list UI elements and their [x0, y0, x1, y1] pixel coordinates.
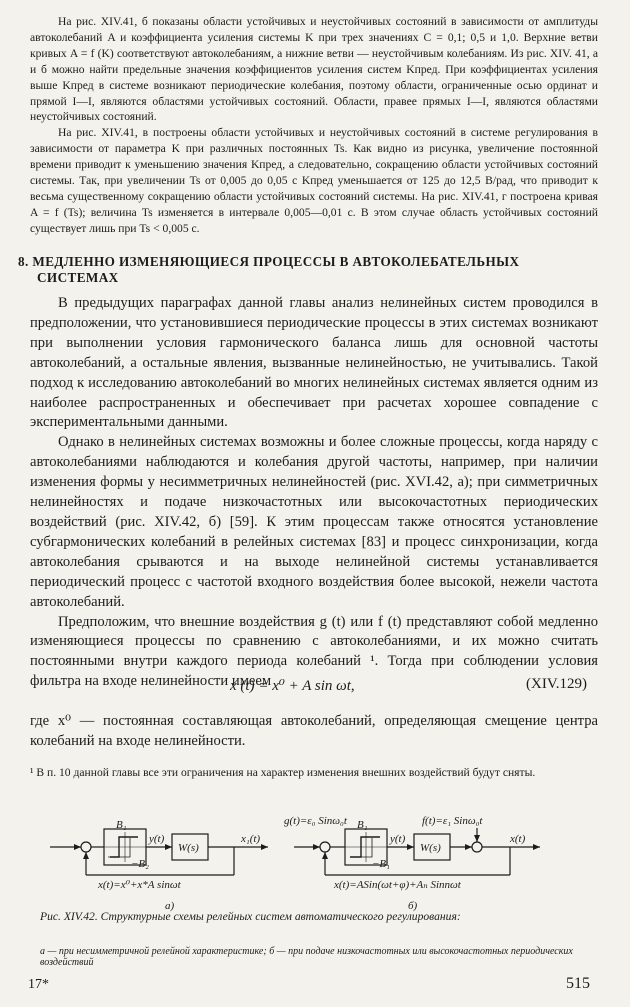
signal-label: y(t) — [390, 833, 406, 845]
subfigure-label: б) — [408, 900, 418, 912]
relay-lower-level: −B₁ — [372, 858, 390, 870]
body-text-block — [30, 294, 598, 692]
relay-lower-level: −B₂ — [131, 858, 149, 870]
feedback-signal: x(t)=x⁰+x*A sinωt — [98, 879, 181, 891]
figure-caption: Рис. XIV.42. Структурные схемы релейных систем автоматического регулирования: — [40, 910, 461, 923]
transfer-function: W(s) — [178, 842, 199, 854]
formula: x (t) = x⁰ + A sin ωt, — [230, 678, 355, 694]
feedback-signal: x(t)=ASin(ωt+φ)+Aₙ Sinnωt — [334, 879, 461, 891]
page-number: 515 — [566, 975, 590, 992]
section-heading-line: 8. МЕДЛЕННО ИЗМЕНЯЮЩИЕСЯ ПРОЦЕССЫ В АВТОКОЛЕБАТЕЛЬНЫХ — [18, 254, 520, 269]
paragraph: Однако в нелинейных системах возможны и более сложные процессы, когда наряду с автоколебаниями наблюдаются и колебания другой частоты, например, при наличии изменения формы у несимметричных нелинейностей (рис. XVI.42, а); при симметричных нелинейностях и подаче низкочастотных или высокочастотных периодических воздействий (рис. XIV.42, б) [59]. К этим процессам также относятся установление субгармонических колебаний в релейных системах [83] и процесс синхронизации, когда автоколебания срываются и на выходе нелинейной системы устанавливается периодический процесс с частотой входного воздействия более высокой, нежели частота автоколебаний. — [30, 434, 598, 610]
disturbance-signal: f(t)=ε₁ Sinω₀t — [422, 815, 483, 827]
paragraph: Предположим, что внешние воздействия g (t) или f (t) представляют собой медленно изменяющиеся процессы по сравнению с автоколебаниями, и их можно считать постоянными внутри каждого периода колебаний ¹. Тогда при соблюдении условия фильтра на входе нелинейности имеем — [30, 613, 598, 690]
paragraph: На рис. XIV.41, в построены области устойчивых и неустойчивых состояний в системе регулирования в зависимости от параметра K при различных постоянных Ts. Как видно из рисунка, увеличение постоянной времени приводит к уменьшению значения Kпред, а следовательно, сокращению области устойчивых состояний системы. Так, при увеличении Ts от 0,005 до 0,05 с Kпред уменьшается от 125 до 12,5 В/рад, что приводит к весьма существенному сокращению области устойчивых состояний системы. На рис. XIV.41, г построена кривая A = f (Ts); величина Ts изменяется в интервале 0,005—0,01 с. В этом случае область устойчивых состояний существует лишь при Ts < 0,005 с. — [30, 126, 598, 235]
signature-mark: 17* — [28, 977, 49, 992]
signal-label: x(t) — [510, 833, 526, 845]
paragraph-after-formula: где x⁰ — постоянная составляющая автоколебаний, определяющая смещение центра колебаний на входе нелинейности. — [30, 713, 598, 749]
relay-upper-level: B₁ — [357, 819, 368, 831]
signal-label: y(t) — [149, 833, 165, 845]
section-heading — [18, 254, 558, 286]
section-heading-line: СИСТЕМАХ — [37, 270, 119, 285]
subfigure-label: а) — [165, 900, 175, 912]
intro-text-block — [30, 14, 598, 237]
formula-number: (XIV.129) — [526, 676, 587, 692]
transfer-function: W(s) — [420, 842, 441, 854]
figure-legend: а — при несимметричной релейной характеристике; б — при подаче низкочастотных или высокочастотных периодических воздействий — [40, 946, 573, 968]
figure-block-diagrams — [0, 802, 630, 912]
footnote: ¹ В п. 10 данной главы все эти ограничения на характер изменения внешних воздействий будут сняты. — [30, 766, 536, 779]
paragraph: В предыдущих параграфах данной главы анализ нелинейных систем проводился в предположении, что установившиеся периодические процессы в этих системах возникают при выполнении условия гармонического баланса лишь для основной частоты автоколебаний, а остальные явления, вызванные нелинейностью, не учитывались. Такой подход к исследованию автоколебаний во многих нелинейных системах является одним из наиболее распространенных и обеспечивает при расчетах хорошее совпадение с экспериментальными данными. — [30, 295, 598, 431]
signal-label: x₁(t) — [241, 833, 261, 845]
input-signal: g(t)=ε₀ Sinω₀t — [284, 815, 347, 827]
paragraph: На рис. XIV.41, б показаны области устойчивых и неустойчивых состояний в зависимости от амплитуды автоколебаний A и коэффициента усиления системы K при трех значениях C = 0,1; 0,5 и 1,0. Верхние ветви кривых A = f (K) соответствуют автоколебаниям, а нижние ветви — неустойчивым колебаниям. Из рис. XIV. 41, а и б можно найти предельные значения коэффициентов усиления систем Kпред. При коэффициентах усиления выше Kпред в системе возникают периодические колебания, поэтому области, ограниченные осью ординат и прямой I—I, являются областями устойчивых состояний. Области, правее прямых I—I, являются областями неустойчивых состояний. — [30, 15, 598, 124]
relay-upper-level: B₁ — [116, 819, 127, 831]
